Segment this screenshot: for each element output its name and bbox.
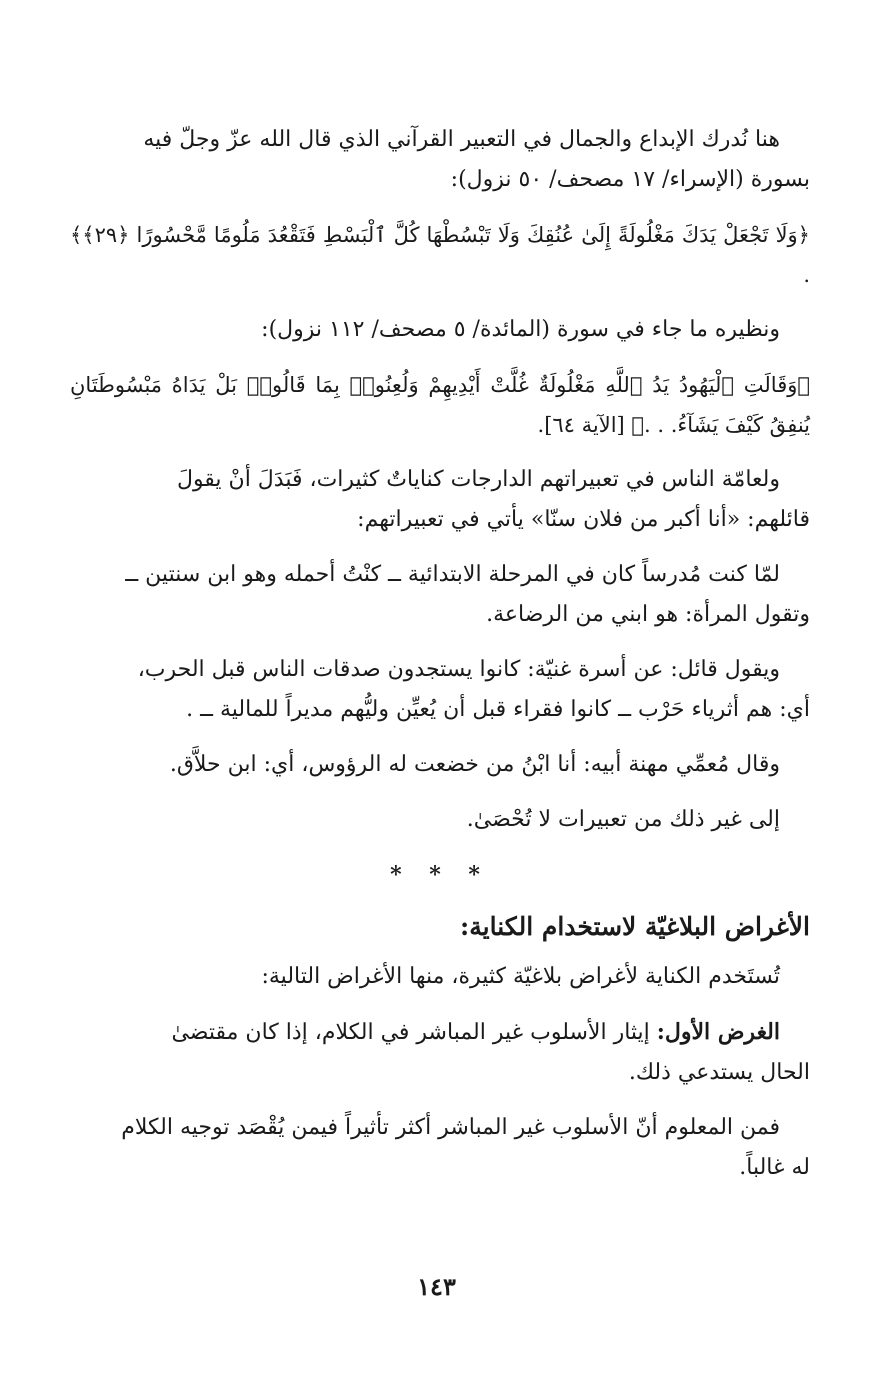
paragraph-10 <box>70 1108 810 1188</box>
paragraph-3 <box>70 460 810 540</box>
paragraph-8 <box>70 957 810 997</box>
paragraph-1-line-1: هنا نُدرك الإبداع والجمال في التعبير القرآني الذي قال الله عزّ وجلّ فيه <box>143 127 780 152</box>
paragraph-6 <box>70 745 810 785</box>
paragraph-5-line-1: ويقول قائل: عن أسرة غنيّة: كانوا يستجدون صدقات الناس قبل الحرب، <box>137 657 780 682</box>
paragraph-9 <box>70 1012 810 1093</box>
page-body <box>70 120 810 1203</box>
section-divider-stars: * * * <box>390 862 490 888</box>
paragraph-3-line-2: قائلهم: «أنا أكبر من فلان سنّا» يأتي في تعبيراتهم: <box>357 507 810 532</box>
paragraph-2-text: ونظيره ما جاء في سورة (المائدة/ ٥ مصحف/ ١١٢ نزول): <box>261 317 780 342</box>
paragraph-4-line-2: وتقول المرأة: هو ابني من الرضاعة. <box>486 602 810 627</box>
section-heading: الأغراض البلاغيّة لاستخدام الكناية: <box>460 912 810 941</box>
paragraph-4 <box>70 555 810 635</box>
paragraph-9-lead: الغرض الأول: <box>656 1019 780 1045</box>
paragraph-10-line-2: له غالباً. <box>739 1155 810 1180</box>
quran-verse-1: ﴿وَلَا تَجْعَلْ يَدَكَ مَغْلُولَةً إِلَىٰ عُنُقِكَ وَلَا تَبْسُطْهَا كُلَّ ٱلْبَسْطِ فَتَقْعُدَ مَلُومًا مَّحْسُورًا ﴿٢٩﴾﴾ . <box>70 223 810 287</box>
paragraph-9-line-2: الحال يستدعي ذلك. <box>628 1060 810 1085</box>
paragraph-1 <box>70 120 810 200</box>
paragraph-7-text: إلى غير ذلك من تعبيرات لا تُحْصَىٰ. <box>466 807 780 832</box>
paragraph-9-line-1-text: إيثار الأسلوب غير المباشر في الكلام، إذا كان مقتضىٰ <box>171 1020 657 1045</box>
paragraph-6-text: وقال مُعمِّي مهنة أبيه: أنا ابْنُ من خضعت له الرؤوس، أي: ابن حلاَّق. <box>169 752 780 777</box>
paragraph-5-line-2: أي: هم أثرياء حَرْب ــ كانوا فقراء قبل أن يُعيِّن وليُّهم مديراً للمالية ــ . <box>186 697 810 722</box>
paragraph-2 <box>70 310 810 350</box>
paragraph-3-line-1: ولعامّة الناس في تعبيراتهم الدارجات كناياتٌ كثيرات، فَبَدَلَ أنْ يقولَ <box>176 467 780 492</box>
paragraph-8-text: تُستَخدم الكناية لأغراض بلاغيّة كثيرة، منها الأغراض التالية: <box>261 964 780 989</box>
page-number: ١٤٣ <box>417 1272 456 1301</box>
paragraph-7 <box>70 800 810 840</box>
paragraph-1-line-2: بسورة (الإسراء/ ١٧ مصحف/ ٥٠ نزول): <box>450 167 810 192</box>
paragraph-5 <box>70 650 810 730</box>
paragraph-4-line-1: لمّا كنت مُدرساً كان في المرحلة الابتدائية ــ كنْتُ أحمله وهو ابن سنتين ــ <box>125 562 780 587</box>
quran-verse-2: ﴿وَقَالَتِ ٱلْيَهُودُ يَدُ ٱللَّهِ مَغْلُولَةٌ غُلَّتْ أَيْدِيهِمْ وَلُعِنُوا۟ بِمَا قَالُوا۟ بَلْ يَدَاهُ مَبْسُوطَتَانِ يُنفِقُ كَيْفَ يَشَآءُ. . .﴾ [الآية ٦٤]. <box>70 373 810 437</box>
paragraph-9-line-1 <box>70 1012 810 1053</box>
paragraph-10-line-1: فمن المعلوم أنّ الأسلوب غير المباشر أكثر تأثيراً فيمن يُقْصَد توجيه الكلام <box>121 1115 780 1140</box>
